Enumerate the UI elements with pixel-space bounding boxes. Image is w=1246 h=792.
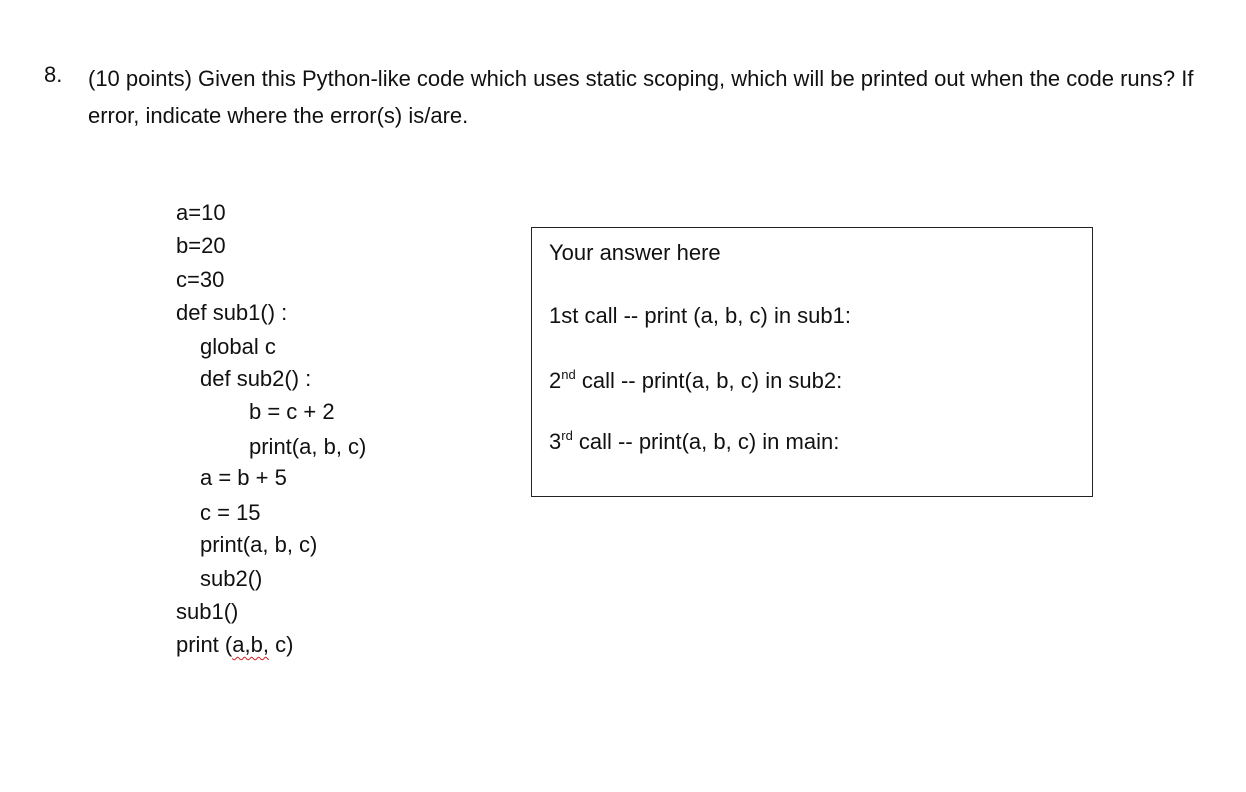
answer-box[interactable]: [531, 227, 1093, 497]
call-2-text: call -- print(a, b, c) in sub2:: [575, 368, 843, 393]
answer-heading: Your answer here: [549, 240, 721, 265]
code-line-11: print(a, b, c): [200, 532, 318, 557]
code-line-14: [176, 630, 293, 660]
call-3-number: 3: [549, 429, 562, 454]
code-line-14-start: print (: [176, 632, 233, 657]
answer-call-3: [549, 428, 839, 456]
code-line-5: global c: [200, 334, 276, 359]
spellcheck-squiggle: a,b,: [232, 632, 269, 657]
answer-call-1: 1st call -- print (a, b, c) in sub1:: [549, 303, 851, 328]
code-line-1: a=10: [176, 200, 226, 225]
call-2-ordinal: nd: [561, 366, 576, 382]
code-line-7: b = c + 2: [249, 399, 335, 424]
code-line-13: sub1(): [176, 599, 239, 624]
question-text: (10 points) Given this Python-like code which uses static scoping, which will be printed out when the code runs? If error, indicate where the error(s) is/are.: [88, 66, 1194, 128]
code-line-2: b=20: [176, 233, 226, 258]
code-line-6: def sub2() :: [200, 366, 312, 391]
call-3-text: call -- print(a, b, c) in main:: [572, 429, 840, 454]
code-line-10: c = 15: [200, 500, 261, 525]
answer-call-2: [549, 367, 842, 395]
code-line-14-end: c): [268, 632, 294, 657]
code-line-3: c=30: [176, 267, 225, 292]
call-2-number: 2: [549, 368, 562, 393]
code-line-9: a = b + 5: [200, 465, 287, 490]
code-line-4: def sub1() :: [176, 300, 288, 325]
code-line-8: print(a, b, c): [249, 434, 367, 459]
call-3-ordinal: rd: [561, 427, 573, 443]
question-number: 8.: [44, 62, 63, 87]
code-block: [176, 198, 506, 668]
code-line-12: sub2(): [200, 566, 263, 591]
